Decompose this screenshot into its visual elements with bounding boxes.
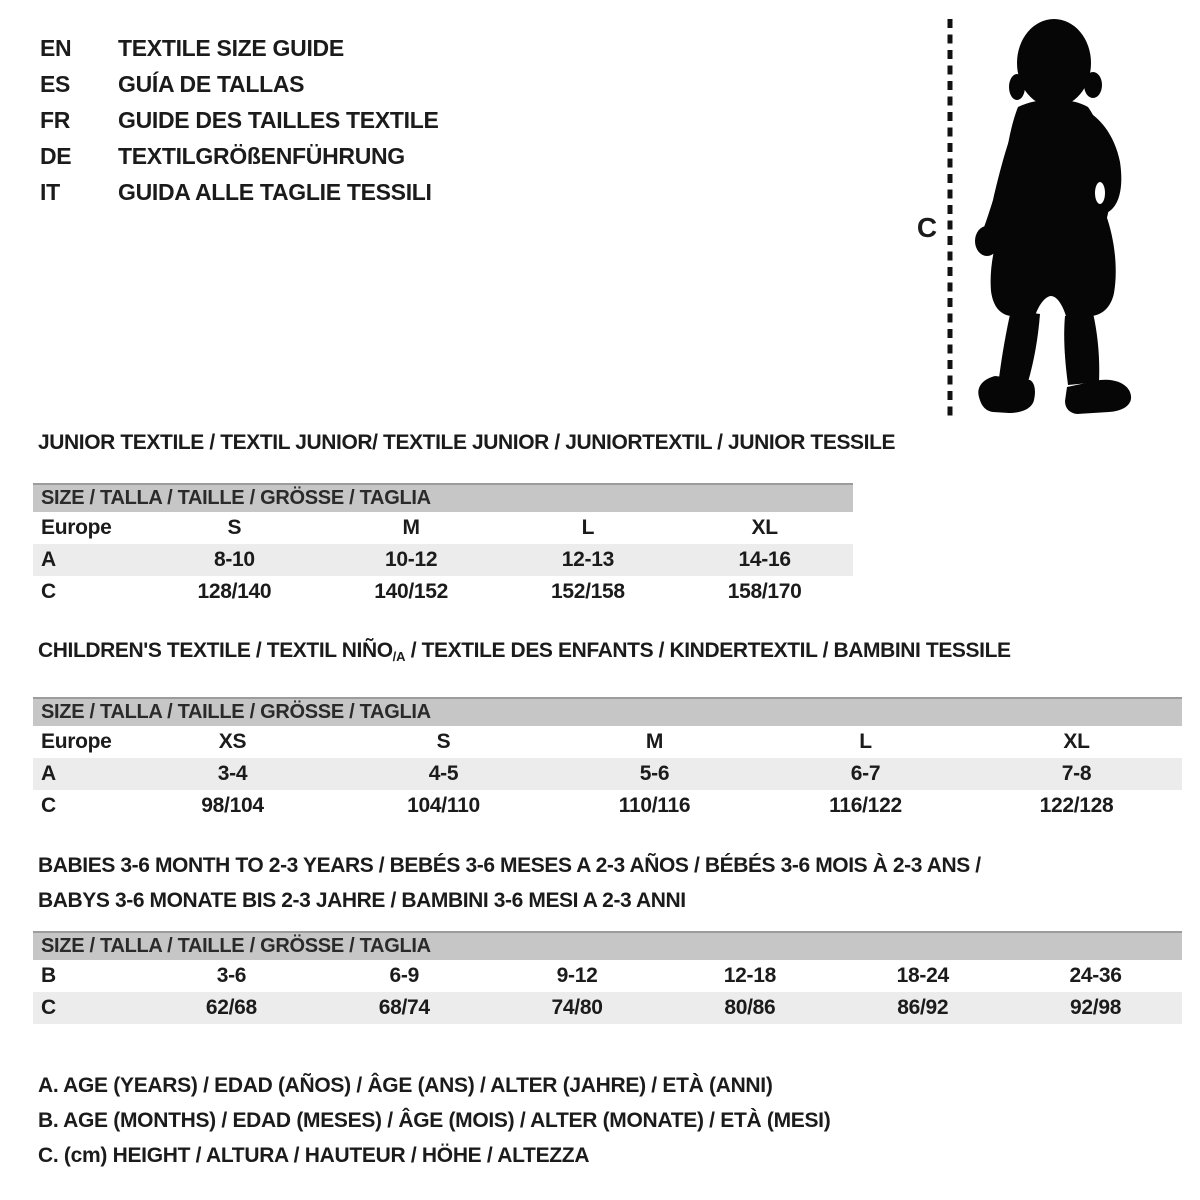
language-code: DE: [40, 143, 72, 169]
language-title: GUÍA DE TALLAS: [118, 71, 305, 97]
language-row-de: [40, 138, 439, 174]
row-label: Europe: [41, 730, 112, 753]
height-cell: 86/92: [897, 996, 949, 1019]
section-title-part: / TEXTILE DES ENFANTS / KINDERTEXTIL / BAMBINI TESSILE: [405, 639, 1011, 662]
age-cell: 4-5: [428, 762, 459, 785]
age-cell: 8-10: [213, 548, 255, 571]
language-row-fr: [40, 102, 439, 138]
age-cell: 12-18: [723, 964, 777, 987]
size-cell: L: [859, 730, 872, 753]
size-cell: XL: [1063, 730, 1090, 753]
row-label: C: [41, 996, 56, 1019]
height-cell: 110/116: [618, 794, 691, 817]
table-row-height: [33, 576, 853, 608]
size-cell: S: [436, 730, 451, 753]
legend: [38, 1068, 830, 1173]
section-childrens-textile: [33, 638, 1182, 822]
language-title: TEXTILGRÖßENFÜHRUNG: [118, 143, 405, 169]
height-cell: 98/104: [201, 794, 264, 817]
age-cell: 7-8: [1061, 762, 1092, 785]
age-cell: 6-9: [389, 964, 419, 987]
language-title: GUIDE DES TAILLES TEXTILE: [118, 107, 439, 133]
height-cell: 80/86: [724, 996, 776, 1019]
age-cell: 10-12: [385, 548, 438, 571]
age-cell: 5-6: [639, 762, 670, 785]
age-cell: 3-4: [217, 762, 248, 785]
size-header-bar: SIZE / TALLA / TAILLE / GRÖSSE / TAGLIA: [33, 931, 1182, 960]
table-row-age: [33, 758, 1182, 790]
size-cell: L: [581, 516, 595, 539]
age-cell: 18-24: [896, 964, 949, 987]
row-label: C: [41, 580, 56, 603]
section-title-subscript: /A: [392, 649, 406, 664]
age-cell: 12-13: [561, 548, 614, 571]
row-label: B: [41, 964, 56, 987]
size-header-bar: SIZE / TALLA / TAILLE / GRÖSSE / TAGLIA: [33, 483, 853, 512]
table-row-age: [33, 544, 853, 576]
language-code: EN: [40, 35, 72, 61]
height-measure-figure: [900, 15, 1150, 420]
size-cell: M: [645, 730, 664, 753]
age-cell: 3-6: [216, 964, 247, 987]
age-cell: 24-36: [1069, 964, 1122, 987]
language-row-it: [40, 174, 439, 210]
language-code: FR: [40, 107, 71, 133]
legend-line-b: B. AGE (MONTHS) / EDAD (MESES) / ÂGE (MOIS) / ALTER (MONATE) / ETÀ (MESI): [38, 1109, 831, 1132]
table-row-age-months: [33, 960, 1182, 992]
size-cell: XL: [751, 516, 778, 539]
legend-line-c: C. (cm) HEIGHT / ALTURA / HAUTEUR / HÖHE / ALTEZZA: [38, 1144, 590, 1167]
age-cell: 6-7: [850, 762, 881, 785]
height-cell: 104/110: [407, 794, 480, 817]
height-cell: 140/152: [374, 580, 449, 603]
section-title: [33, 848, 1182, 918]
row-label: C: [41, 794, 56, 817]
language-row-es: [40, 66, 439, 102]
section-title-line1: BABIES 3-6 MONTH TO 2-3 YEARS / BEBÉS 3-6 MESES A 2-3 AÑOS / BÉBÉS 3-6 MOIS À 2-3 ANS /: [38, 854, 981, 877]
section-title-part: CHILDREN'S TEXTILE / TEXTIL NIÑO: [38, 639, 393, 662]
section-title: [33, 638, 1182, 670]
age-cell: 14-16: [738, 548, 791, 571]
height-cell: 158/170: [727, 580, 802, 603]
size-cell: M: [402, 516, 420, 539]
language-title: GUIDA ALLE TAGLIE TESSILI: [118, 179, 432, 205]
row-label: A: [41, 762, 56, 785]
language-row-en: [40, 30, 439, 66]
section-title: JUNIOR TEXTILE / TEXTIL JUNIOR/ TEXTILE JUNIOR / JUNIORTEXTIL / JUNIOR TESSILE: [38, 431, 896, 454]
height-cell: 152/158: [550, 580, 625, 603]
size-cell: XS: [218, 730, 247, 753]
table-row-europe: [33, 726, 1182, 758]
height-cell: 122/128: [1039, 794, 1114, 817]
language-code: ES: [40, 71, 71, 97]
table-row-height: [33, 790, 1182, 822]
table-row-height: [33, 992, 1182, 1024]
row-label: A: [41, 548, 56, 571]
legend-line-a: A. AGE (YEARS) / EDAD (AÑOS) / ÂGE (ANS) / ALTER (JAHRE) / ETÀ (ANNI): [38, 1074, 773, 1097]
height-cell: 128/140: [197, 580, 272, 603]
height-marker-label: C: [916, 212, 938, 243]
section-title-line2: BABYS 3-6 MONATE BIS 2-3 JAHRE / BAMBINI 3-6 MESI A 2-3 ANNI: [38, 889, 686, 912]
height-cell: 68/74: [378, 996, 430, 1019]
height-cell: 62/68: [205, 996, 257, 1019]
section-babies-textile: [33, 848, 1182, 1024]
size-header-bar: SIZE / TALLA / TAILLE / GRÖSSE / TAGLIA: [33, 697, 1182, 726]
language-title-list: [40, 30, 439, 210]
age-cell: 9-12: [556, 964, 598, 987]
height-cell: 92/98: [1070, 996, 1122, 1019]
height-cell: 116/122: [829, 794, 902, 817]
row-label: Europe: [41, 516, 112, 539]
section-junior-textile: [33, 430, 896, 608]
table-row-europe: [33, 512, 853, 544]
language-title: TEXTILE SIZE GUIDE: [118, 35, 344, 61]
height-cell: 74/80: [551, 996, 603, 1019]
size-cell: S: [227, 516, 242, 539]
language-code: IT: [40, 179, 60, 205]
